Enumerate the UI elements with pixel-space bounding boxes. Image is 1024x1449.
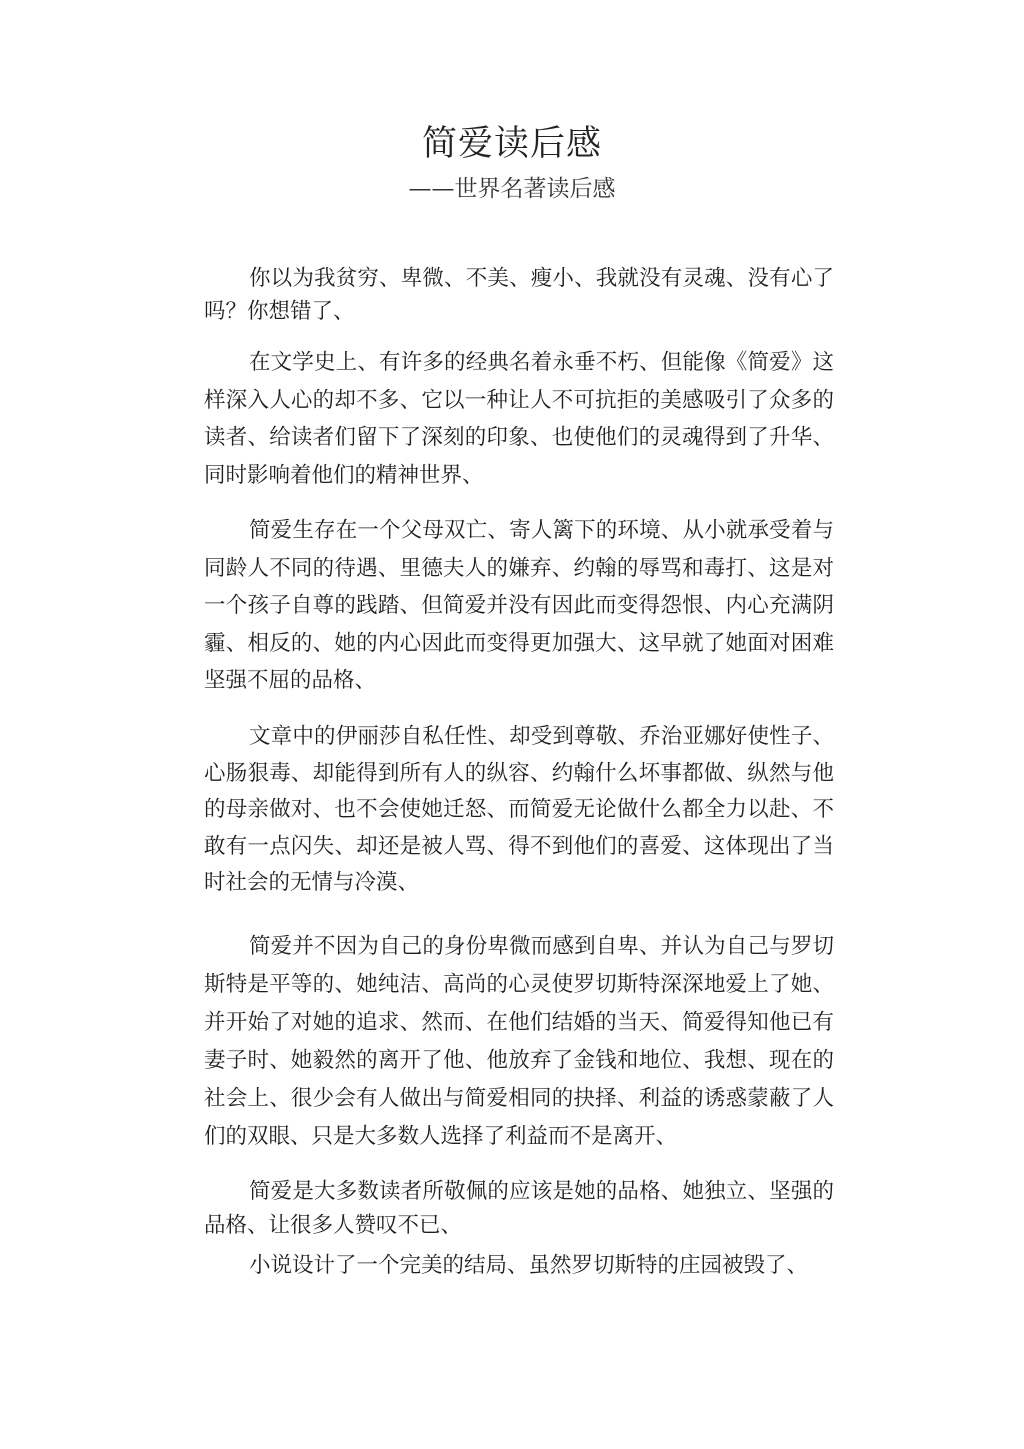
- paragraph-4: 文章中的伊丽莎自私任性、却受到尊敬、乔治亚娜好使性子、心肠狠毒、却能得到所有人的纵容、约翰什么坏事都做、纵然与他的母亲做对、也不会使她迁怒、而简爱无论做什么都全力以赴、不敢有一点闪失、却还是被人骂、得不到他们的喜爱、这体现出了当时社会的无情与冷漠、: [204, 724, 834, 895]
- paragraph-2: 在文学史上、有许多的经典名着永垂不朽、但能像《简爱》这样深入人心的却不多、它以一种让人不可抗拒的美感吸引了众多的读者、给读者们留下了深刻的印象、也使他们的灵魂得到了升华、同时影响着他们的精神世界、: [204, 350, 834, 488]
- document-title: 简爱读后感: [421, 124, 602, 164]
- document-subtitle: ——世界名著读后感: [408, 176, 616, 202]
- paragraph-1: 你以为我贫穷、卑微、不美、瘦小、我就没有灵魂、没有心了吗？你想错了、: [204, 266, 834, 324]
- paragraph-3: 简爱生存在一个父母双亡、寄人篱下的环境、从小就承受着与同龄人不同的待遇、里德夫人的嫌弃、约翰的辱骂和毒打、这是对一个孩子自尊的践踏、但简爱并没有因此而变得怨恨、内心充满阴霾、相反的、她的内心因此而变得更加强大、这早就了她面对困难坚强不屈的品格、: [204, 518, 834, 693]
- paragraph-6: 简爱是大多数读者所敬佩的应该是她的品格、她独立、坚强的品格、让很多人赞叹不已、: [204, 1179, 834, 1238]
- paragraph-5: 简爱并不因为自己的身份卑微而感到自卑、并认为自己与罗切斯特是平等的、她纯洁、高尚的心灵使罗切斯特深深地爱上了她、并开始了对她的追求、然而、在他们结婚的当天、简爱得知他已有妻子时、她毅然的离开了他、他放弃了金钱和地位、我想、现在的社会上、很少会有人做出与简爱相同的抉择、利益的诱惑蒙蔽了人们的双眼、只是大多数人选择了利益而不是离开、: [204, 934, 834, 1149]
- paragraph-7: 小说设计了一个完美的结局、虽然罗切斯特的庄园被毁了、: [249, 1253, 809, 1278]
